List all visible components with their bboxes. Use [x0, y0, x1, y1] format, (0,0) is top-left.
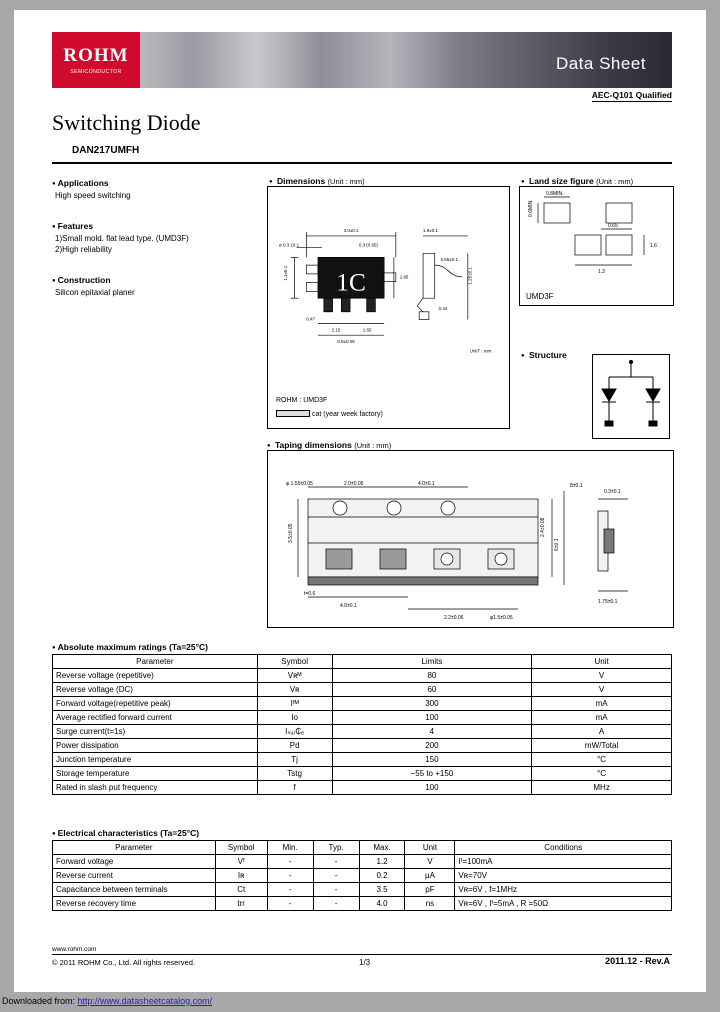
land-package-name: UMD3F	[526, 292, 554, 301]
table-row	[53, 725, 672, 739]
abs-limit: 100	[332, 781, 532, 795]
elec-symbol: Iʀ	[215, 869, 267, 883]
dim-bottom-1: 2.15	[331, 327, 341, 333]
elec-min: -	[267, 855, 313, 869]
table-row	[53, 697, 672, 711]
svg-text:1C: 1C	[336, 268, 366, 297]
elec-conditions: Vʀ=70V	[455, 869, 672, 883]
dim-side-top: 1.9±0.1	[423, 228, 438, 234]
taping-label	[267, 440, 391, 450]
elec-typ: -	[313, 869, 359, 883]
logo-subtext: SEMICONDUCTOR	[70, 69, 122, 75]
datasheet-page	[14, 10, 706, 992]
absolute-ratings-table	[52, 654, 672, 795]
electrical-table-wrap	[52, 840, 672, 911]
abs-header-0: Parameter	[53, 655, 258, 669]
elec-max: 4.0	[359, 897, 405, 911]
elec-header-3: Typ.	[313, 841, 359, 855]
marking-code-text: cat (year week factory)	[312, 411, 383, 418]
elec-min: -	[267, 897, 313, 911]
logo-text: ROHM	[63, 45, 129, 66]
download-link[interactable]: http://www.datasheetcatalog.com/	[77, 996, 213, 1006]
abs-param: Reverse voltage (DC)	[53, 683, 258, 697]
title-divider	[52, 162, 672, 164]
abs-param: Power dissipation	[53, 739, 258, 753]
elec-conditions: Vʀ=6V , f=1MHz	[455, 883, 672, 897]
tape-b2: 2.2±0.06	[444, 615, 464, 621]
table-header-row	[53, 655, 672, 669]
features-section	[52, 221, 262, 256]
abs-param: Storage temperature	[53, 767, 258, 781]
elec-symbol: Ct	[215, 883, 267, 897]
taping-unit: (Unit : mm)	[354, 441, 392, 450]
abs-limit: 60	[332, 683, 532, 697]
tape-v6: t=0.6	[304, 591, 316, 597]
elec-param: Reverse recovery time	[53, 897, 216, 911]
footer-divider	[52, 954, 672, 955]
elec-unit: ns	[405, 897, 455, 911]
dim-pin-diameter: ø 0.3 ±0.1	[279, 242, 300, 248]
abs-unit: V	[532, 669, 672, 683]
abs-limit: 200	[332, 739, 532, 753]
land-dim-left: 0.6MIN.	[528, 199, 534, 217]
applications-text: High speed switching	[55, 191, 131, 200]
abs-limit: −55 to +150	[332, 767, 532, 781]
code-placeholder-box	[276, 410, 310, 417]
electrical-characteristics-label: ● Electrical characteristics (Ta=25°C)	[52, 828, 199, 838]
abs-limit: 100	[332, 711, 532, 725]
dim-left: 1.1±0.1	[282, 265, 288, 281]
land-dim-inner: 0.65	[608, 223, 618, 229]
abs-unit: V	[532, 683, 672, 697]
abs-header-3: Unit	[532, 655, 672, 669]
abs-symbol: Vʀ	[257, 683, 332, 697]
elec-header-5: Unit	[405, 841, 455, 855]
abs-symbol: f	[257, 781, 332, 795]
elec-header-0: Parameter	[53, 841, 216, 855]
footer-url: www.rohm.com	[52, 946, 97, 953]
land-dim-bottom: 1.3	[598, 269, 605, 275]
abs-header-2: Limits	[332, 655, 532, 669]
tape-thickness: 0.3±0.1	[604, 489, 621, 495]
elec-symbol: trr	[215, 897, 267, 911]
dim-width-top: 3.0±0.1	[343, 228, 359, 234]
page-header	[52, 32, 672, 100]
package-code-note: ROHM : UMD3F	[276, 397, 328, 404]
package-dimension-drawing	[274, 197, 505, 377]
dimensions-figure-box	[267, 186, 510, 429]
abs-symbol: Tj	[257, 753, 332, 767]
abs-limit: 80	[332, 669, 532, 683]
diode-schematic	[593, 355, 669, 438]
dimensions-label-text: Dimensions	[277, 176, 326, 186]
abs-param: Reverse voltage (repetitive)	[53, 669, 258, 683]
elec-min: -	[267, 869, 313, 883]
elec-unit: μA	[405, 869, 455, 883]
elec-param: Capacitance between terminals	[53, 883, 216, 897]
page-title: Switching Diode	[52, 110, 201, 135]
elec-typ: -	[313, 897, 359, 911]
table-row	[53, 897, 672, 911]
abs-unit: mW/Total	[532, 739, 672, 753]
tape-pitch-1: 2.0±0.05	[344, 481, 364, 487]
abs-symbol: Tstg	[257, 767, 332, 781]
table-row	[53, 855, 672, 869]
features-label: ● Features	[52, 221, 262, 231]
land-size-label-text: Land size figure	[529, 176, 594, 186]
abs-limit: 150	[332, 753, 532, 767]
download-notice	[2, 996, 212, 1006]
applications-label: ● Applications	[52, 178, 262, 188]
marking-code-note	[276, 410, 383, 418]
dimensions-unit: (Unit : mm)	[327, 177, 365, 186]
land-dim-top: 0.8MIN.	[546, 191, 564, 197]
elec-conditions: Iᶠ=100mA	[455, 855, 672, 869]
land-dim-right: 1.6	[650, 243, 657, 249]
abs-symbol: Io	[257, 711, 332, 725]
aec-qualified-label: AEC-Q101 Qualified	[591, 90, 672, 100]
elec-header-4: Max.	[359, 841, 405, 855]
abs-limit: 300	[332, 697, 532, 711]
dim-side-height: 0.65±0.1	[440, 257, 458, 263]
absolute-ratings-table-wrap	[52, 654, 672, 795]
table-row	[53, 669, 672, 683]
elec-max: 0.2	[359, 869, 405, 883]
abs-unit: °C	[532, 753, 672, 767]
dim-body-height: 1.65	[399, 274, 409, 280]
land-size-figure-box	[519, 186, 674, 306]
table-row	[53, 869, 672, 883]
abs-limit: 4	[332, 725, 532, 739]
dim-bottom-2: 1.65	[362, 327, 372, 333]
elec-param: Forward voltage	[53, 855, 216, 869]
table-row	[53, 711, 672, 725]
elec-unit: V	[405, 855, 455, 869]
dim-side-low: 0.44	[438, 305, 448, 311]
dim-base: 0.47	[306, 316, 316, 322]
elec-typ: -	[313, 883, 359, 897]
elec-unit: pF	[405, 883, 455, 897]
elec-max: 3.5	[359, 883, 405, 897]
features-item-1: 1)Small mold. flat lead type. (UMD3F)	[55, 233, 189, 243]
tape-b3: φ1.5±0.05	[490, 615, 513, 621]
electrical-characteristics-table	[52, 840, 672, 911]
dimensions-label	[269, 176, 365, 186]
elec-conditions: Vʀ=6V , Iᶠ=5mA , R =50Ω	[455, 897, 672, 911]
structure-label-text: Structure	[529, 350, 567, 360]
tape-v1: 3.5±0.05	[288, 523, 294, 543]
taping-figure-box	[267, 450, 674, 628]
abs-unit: mA	[532, 697, 672, 711]
elec-typ: -	[313, 855, 359, 869]
tape-pitch-2: 4.0±0.1	[418, 481, 435, 487]
taping-label-text: Taping dimensions	[275, 440, 352, 450]
elec-symbol: Vᶠ	[215, 855, 267, 869]
part-number: DAN217UMFH	[72, 145, 140, 156]
elec-param: Reverse current	[53, 869, 216, 883]
tape-hole-dim: φ 1.55±0.05	[286, 481, 313, 487]
dim-unit-note: UNIT : mm	[469, 348, 492, 354]
construction-text: Silicon epitaxial planer	[55, 287, 135, 297]
abs-param: Rated in slash put frequency	[53, 781, 258, 795]
elec-header-2: Min.	[267, 841, 313, 855]
footer-copyright: © 2011 ROHM Co., Ltd. All rights reserved.	[52, 958, 195, 967]
table-row	[53, 781, 672, 795]
tape-b4: 1.75±0.1	[598, 599, 618, 605]
abs-unit: mA	[532, 711, 672, 725]
abs-param: Junction temperature	[53, 753, 258, 767]
dim-bottom-3: 0.5±0.05	[337, 338, 355, 344]
table-header-row	[53, 841, 672, 855]
structure-figure-box	[592, 354, 670, 439]
construction-section	[52, 275, 262, 299]
abs-symbol: Pd	[257, 739, 332, 753]
elec-max: 1.2	[359, 855, 405, 869]
header-banner	[140, 32, 672, 88]
footer-revision: 2011.12 - Rev.A	[605, 956, 670, 966]
tape-v3: 2.4±0.08	[540, 517, 546, 537]
absolute-ratings-label: ● Absolute maximum ratings (Ta=25°C)	[52, 642, 208, 652]
abs-symbol: Vʀᴹ	[257, 669, 332, 683]
footer-page-number: 1/3	[359, 958, 371, 967]
abs-header-1: Symbol	[257, 655, 332, 669]
applications-section	[52, 178, 262, 202]
abs-unit: A	[532, 725, 672, 739]
table-row	[53, 767, 672, 781]
construction-label: ● Construction	[52, 275, 262, 285]
abs-unit: °C	[532, 767, 672, 781]
features-item-2: 2)High reliability	[55, 245, 112, 255]
elec-header-1: Symbol	[215, 841, 267, 855]
abs-unit: MHz	[532, 781, 672, 795]
tape-v4: 6±0.1	[554, 538, 560, 551]
abs-param: Forward voltage(repetitive peak)	[53, 697, 258, 711]
abs-param: Surge current(t=1s)	[53, 725, 258, 739]
download-prefix: Downloaded from:	[2, 996, 78, 1006]
tape-right-v: 8±0.1	[570, 483, 583, 489]
left-column	[52, 178, 262, 317]
table-row	[53, 683, 672, 697]
data-sheet-label: Data Sheet	[555, 54, 646, 73]
land-pattern-drawing	[520, 187, 673, 287]
dim-lead-width: 0.3 (0.65)	[358, 242, 378, 248]
structure-label	[521, 350, 567, 360]
taping-drawing	[268, 451, 673, 627]
abs-symbol: Iₛᵤᵣ₵ₑ	[257, 725, 332, 739]
rohm-logo	[52, 32, 140, 88]
abs-symbol: Iᶠᴹ	[257, 697, 332, 711]
tape-b1: 4.0±0.1	[340, 603, 357, 609]
table-row	[53, 883, 672, 897]
elec-min: -	[267, 883, 313, 897]
dim-side-mid: 1.25±0.1	[467, 267, 473, 285]
table-row	[53, 739, 672, 753]
land-size-unit: (Unit : mm)	[596, 177, 634, 186]
elec-header-6: Conditions	[455, 841, 672, 855]
abs-param: Average rectified forward current	[53, 711, 258, 725]
land-size-label	[521, 176, 633, 186]
table-row	[53, 753, 672, 767]
